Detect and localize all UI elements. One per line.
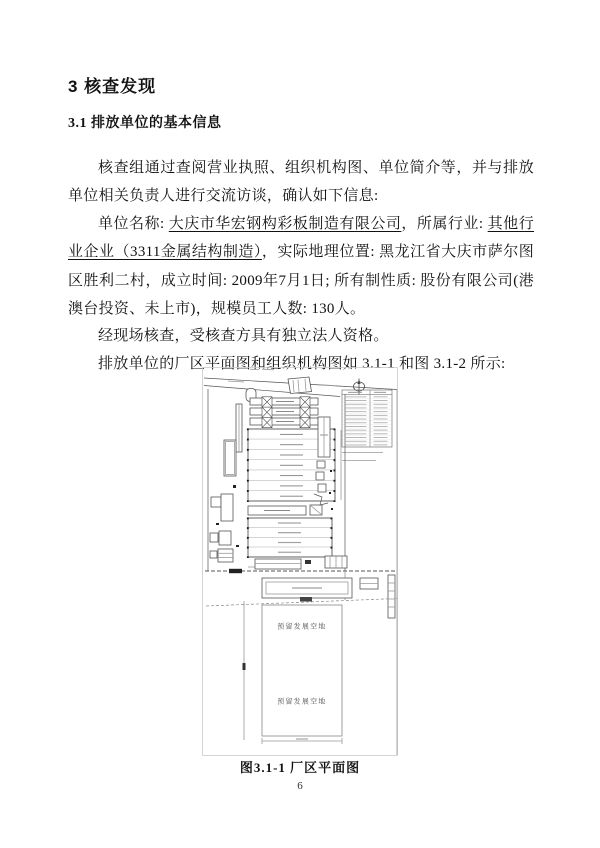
gate-building bbox=[288, 377, 312, 394]
paragraph-figures-text: 排放单位的厂区平面图和组织机构图如 3.1-1 和图 3.1-2 所示: bbox=[98, 356, 506, 372]
section-heading: 3.1 排放单位的基本信息 bbox=[68, 116, 222, 131]
paragraph-intro-text: 核查组通过查阅营业执照、组织机构图、单位简介等，并与排放单位相关负责人进行交流访谈，确认如下信息: bbox=[68, 160, 534, 205]
reserved-land-label-lower: 预留发展空地 bbox=[277, 698, 327, 706]
figure-caption: 图3.1-1 厂区平面图 bbox=[239, 760, 361, 775]
info-details: ，实际地理位置: 黑龙江省大庆市萨尔图区胜利二村，成立时间: 2009年7月1日; 所有制性质: 股份有限公司(港澳台投资、未上市)，规模员工人数: 130人。 bbox=[68, 244, 534, 317]
paragraph-intro bbox=[68, 154, 534, 211]
company-name: 大庆市华宏钢构彩板制造有限公司 bbox=[168, 216, 402, 232]
reserved-land bbox=[243, 601, 343, 744]
legend-notes bbox=[342, 453, 383, 461]
left-buildings bbox=[210, 404, 242, 562]
middle-strip-buildings bbox=[262, 575, 395, 618]
paragraph-legal-text: 经现场核查，受核查方具有独立法人资格。 bbox=[98, 328, 389, 344]
page-number: 6 bbox=[297, 780, 303, 792]
site-plan-drawing bbox=[202, 367, 398, 756]
industry-name: 其他行业企业（3311金属结构制造） bbox=[68, 216, 534, 261]
south-buildings bbox=[255, 556, 347, 569]
info-label-unit-name: 单位名称: bbox=[98, 216, 169, 232]
chapter-heading: 3 核查发现 bbox=[68, 77, 157, 96]
site-plan-figure bbox=[202, 367, 398, 756]
reserved-land-label-upper: 预留发展空地 bbox=[277, 623, 327, 631]
paragraph-legal-status bbox=[68, 322, 534, 350]
paragraph-basic-info bbox=[68, 210, 534, 323]
legend-table bbox=[342, 390, 392, 447]
workshop-mid bbox=[248, 505, 322, 515]
workshop-block-b bbox=[247, 517, 333, 558]
info-label-industry: ，所属行业: bbox=[401, 216, 488, 232]
